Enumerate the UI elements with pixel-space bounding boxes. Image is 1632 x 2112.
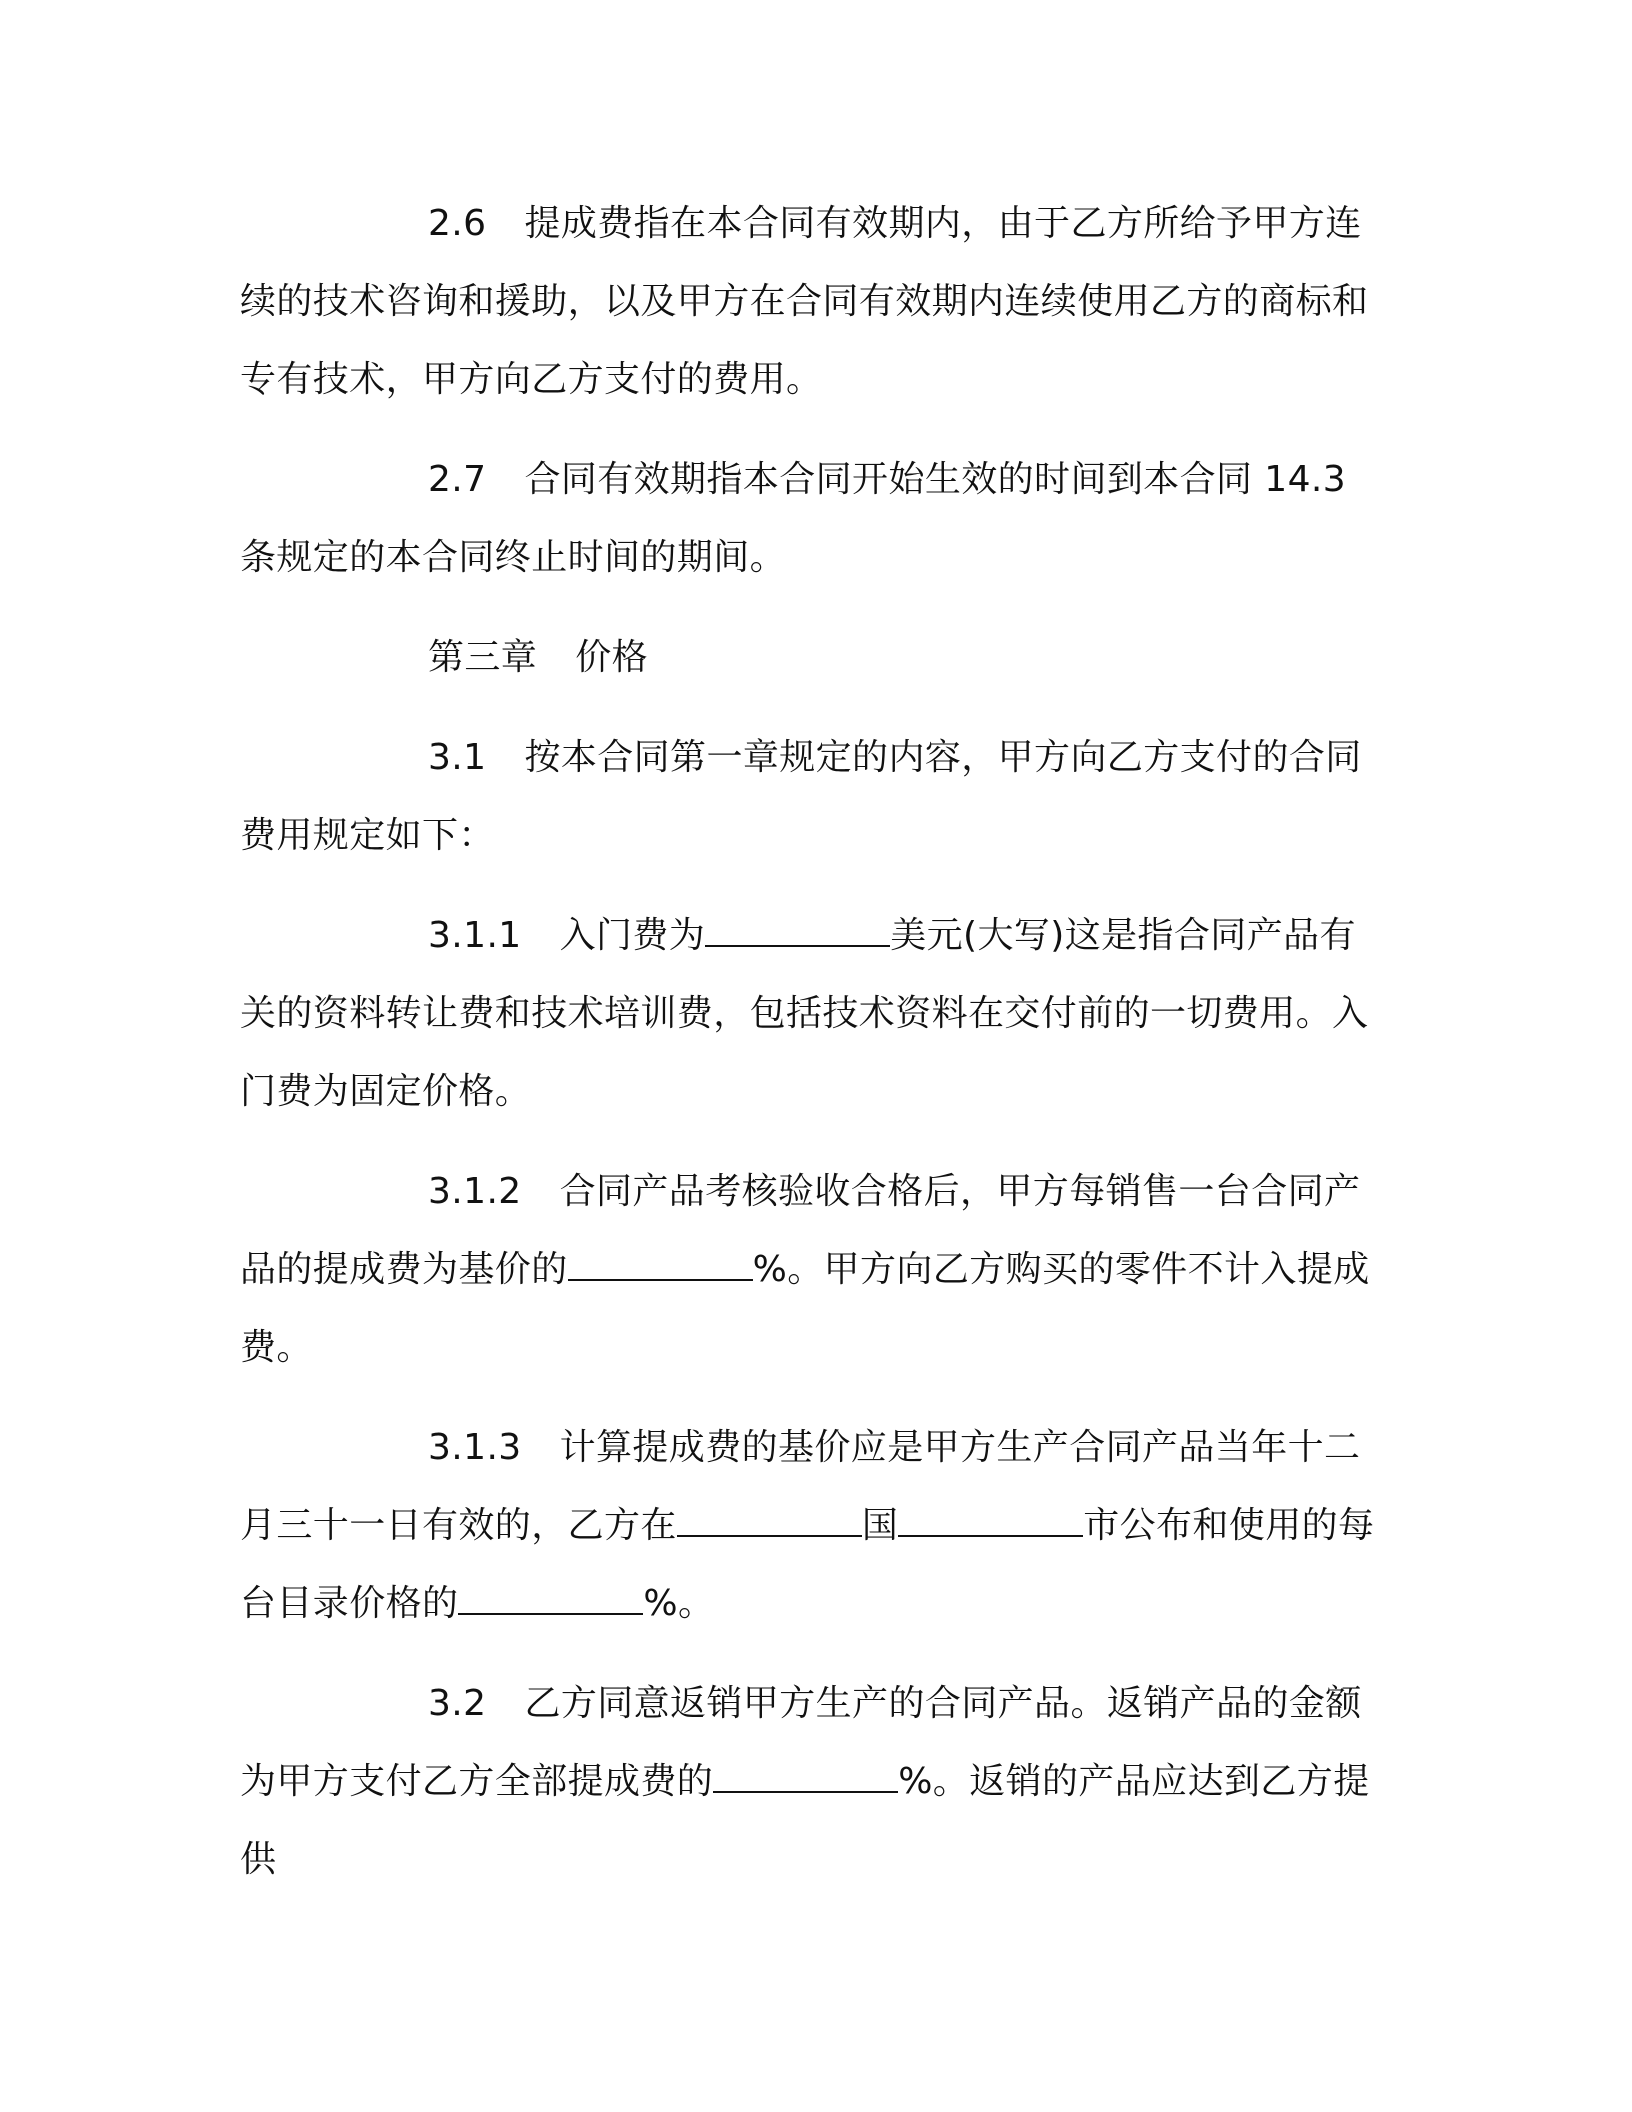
clause-3-1-3 — [240, 1409, 1380, 1643]
clause-number: 3.1.1 — [428, 915, 522, 956]
clause-text: 市公布和使用的每台目录价格的 — [240, 1505, 1375, 1624]
clause-3-1-1 — [240, 897, 1380, 1131]
chapter-heading — [240, 619, 1380, 697]
chapter-title: 价格 — [575, 637, 649, 678]
clause-text: 乙方同意返销甲方生产的合同产品。返销产品的金额为甲方支付乙方全部提成费的 — [240, 1683, 1362, 1802]
clause-2-6 — [240, 185, 1380, 419]
clause-text: %。甲方向乙方购买的零件不计入提成费。 — [240, 1249, 1370, 1368]
fill-in-blank — [705, 915, 890, 947]
clause-text: 合同产品考核验收合格后，甲方每销售一台合同产品的提成费为基价的 — [240, 1171, 1361, 1290]
clause-number: 3.1.3 — [428, 1427, 522, 1468]
clause-number: 2.7 — [428, 459, 487, 500]
clause-number: 3.2 — [428, 1683, 487, 1724]
clause-text: 合同有效期指本合同开始生效的时间到本合同 14.3 条规定的本合同终止时间的期间。 — [240, 459, 1347, 578]
clause-3-1 — [240, 719, 1380, 875]
clause-text: 入门费为 — [559, 915, 706, 956]
clause-text: 美元(大写)这是指合同产品有关的资料转让费和技术培训费，包括技术资料在交付前的一切费用。入门费为固定价格。 — [240, 915, 1369, 1112]
clause-2-7 — [240, 441, 1380, 597]
clause-text: 计算提成费的基价应是甲方生产合同产品当年十二月三十一日有效的，乙方在 — [240, 1427, 1361, 1546]
chapter-number: 第三章 — [428, 637, 538, 678]
clause-number: 3.1 — [428, 737, 487, 778]
clause-number: 3.1.2 — [428, 1171, 522, 1212]
clause-number: 2.6 — [428, 203, 487, 244]
fill-in-blank — [458, 1583, 643, 1615]
clause-text: 按本合同第一章规定的内容，甲方向乙方支付的合同费用规定如下： — [240, 737, 1362, 856]
clause-text: 提成费指在本合同有效期内，由于乙方所给予甲方连续的技术咨询和援助，以及甲方在合同有效期内连续使用乙方的商标和专有技术，甲方向乙方支付的费用。 — [240, 203, 1369, 400]
document-body — [240, 185, 1380, 1921]
clause-text: %。返销的产品应达到乙方提供 — [240, 1761, 1370, 1880]
fill-in-blank — [898, 1505, 1083, 1537]
clause-3-2 — [240, 1665, 1380, 1899]
clause-text: %。 — [643, 1583, 715, 1624]
fill-in-blank — [568, 1249, 753, 1281]
fill-in-blank — [713, 1761, 898, 1793]
fill-in-blank — [677, 1505, 862, 1537]
clause-text: 国 — [861, 1505, 899, 1546]
clause-3-1-2 — [240, 1153, 1380, 1387]
